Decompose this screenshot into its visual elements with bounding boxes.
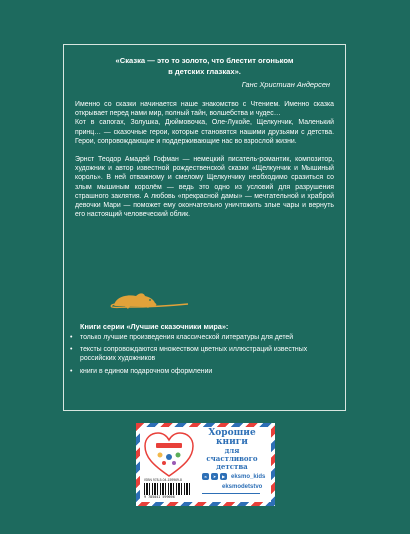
epigraph-line: «Сказка — это то золото, что блестит огоньком (115, 56, 294, 65)
epigraph-quote (75, 56, 334, 77)
list-item-text: только лучшие произведения классической литературы для детей (80, 334, 294, 341)
telegram-icon[interactable]: ➤ (212, 474, 217, 479)
slogan-line: книги (216, 437, 248, 447)
slogan-line: для счастливого (206, 446, 258, 463)
list-item (70, 367, 340, 376)
epigraph-author: Ганс Христиан Андерсен (241, 80, 330, 89)
list-item (70, 345, 340, 363)
paragraph-intro: Именно со сказки начинается наше знакомство с Чтением. Именно сказка открывает перед нами мир, полный тайн, волшебства и чудес… (75, 101, 334, 118)
paragraph-heroes: Кот в сапогах, Золушка, Дюймовочка, Оле-Лукойе, Щелкунчик, Маленький принц… — сказочные герои, которые становятся нашими друзьями с детства. Герои, сопровождающие и поддерживающие нас во взрослой жизни. (75, 119, 334, 145)
list-item (70, 333, 340, 342)
publisher-envelope (136, 423, 275, 506)
isbn-label: ISBN 978-5-04-159969-8 (144, 478, 182, 482)
rat-illustration-icon (108, 288, 190, 310)
barcode-icon (144, 483, 192, 495)
barcode-digits: 9 785041 599698 (144, 495, 175, 499)
slogan-line: детства (216, 462, 248, 471)
bullet-icon: • (70, 367, 73, 375)
list-item-text: книги в едином подарочном оформлении (80, 367, 213, 375)
youtube-icon[interactable]: ▶ (221, 474, 226, 479)
slogan-line: Хорошие (208, 428, 256, 438)
list-item-text: тексты сопровождаются множеством цветных иллюстраций известных российских художников (80, 346, 308, 363)
bullet-icon: • (70, 346, 73, 354)
vk-icon[interactable]: в (202, 473, 209, 480)
paragraph-hoffmann: Эрнст Теодор Амадей Гофман — немецкий писатель-романтик, композитор, художник и автор известной рождественской сказки «Щелкунчик и Мышиный король». В ней отважному и смелому Щелкунчику необходимо сразиться со злым мышиным королём — ведь это одно из условий для разрушения страшного заклятия. А любовь «прекрасной дамы» — мечтательной и храброй девочки Мари — поможет ему окончательно уничтожить злые чары и вернуть его настоящий человеческий облик. (75, 156, 334, 219)
social-handle[interactable]: eksmo_kids (231, 473, 266, 480)
epigraph-line: в детских глазках». (168, 66, 241, 76)
bullet-icon: • (70, 334, 73, 341)
heart-logo-icon (143, 431, 195, 479)
series-features-list (70, 333, 340, 379)
series-title: Книги серии «Лучшие сказочники мира»: (80, 322, 229, 331)
divider (202, 493, 260, 494)
social-links (202, 473, 265, 480)
description (75, 100, 334, 219)
publisher-site[interactable]: eksmodetstvo (222, 484, 263, 490)
publisher-slogan (200, 429, 264, 471)
